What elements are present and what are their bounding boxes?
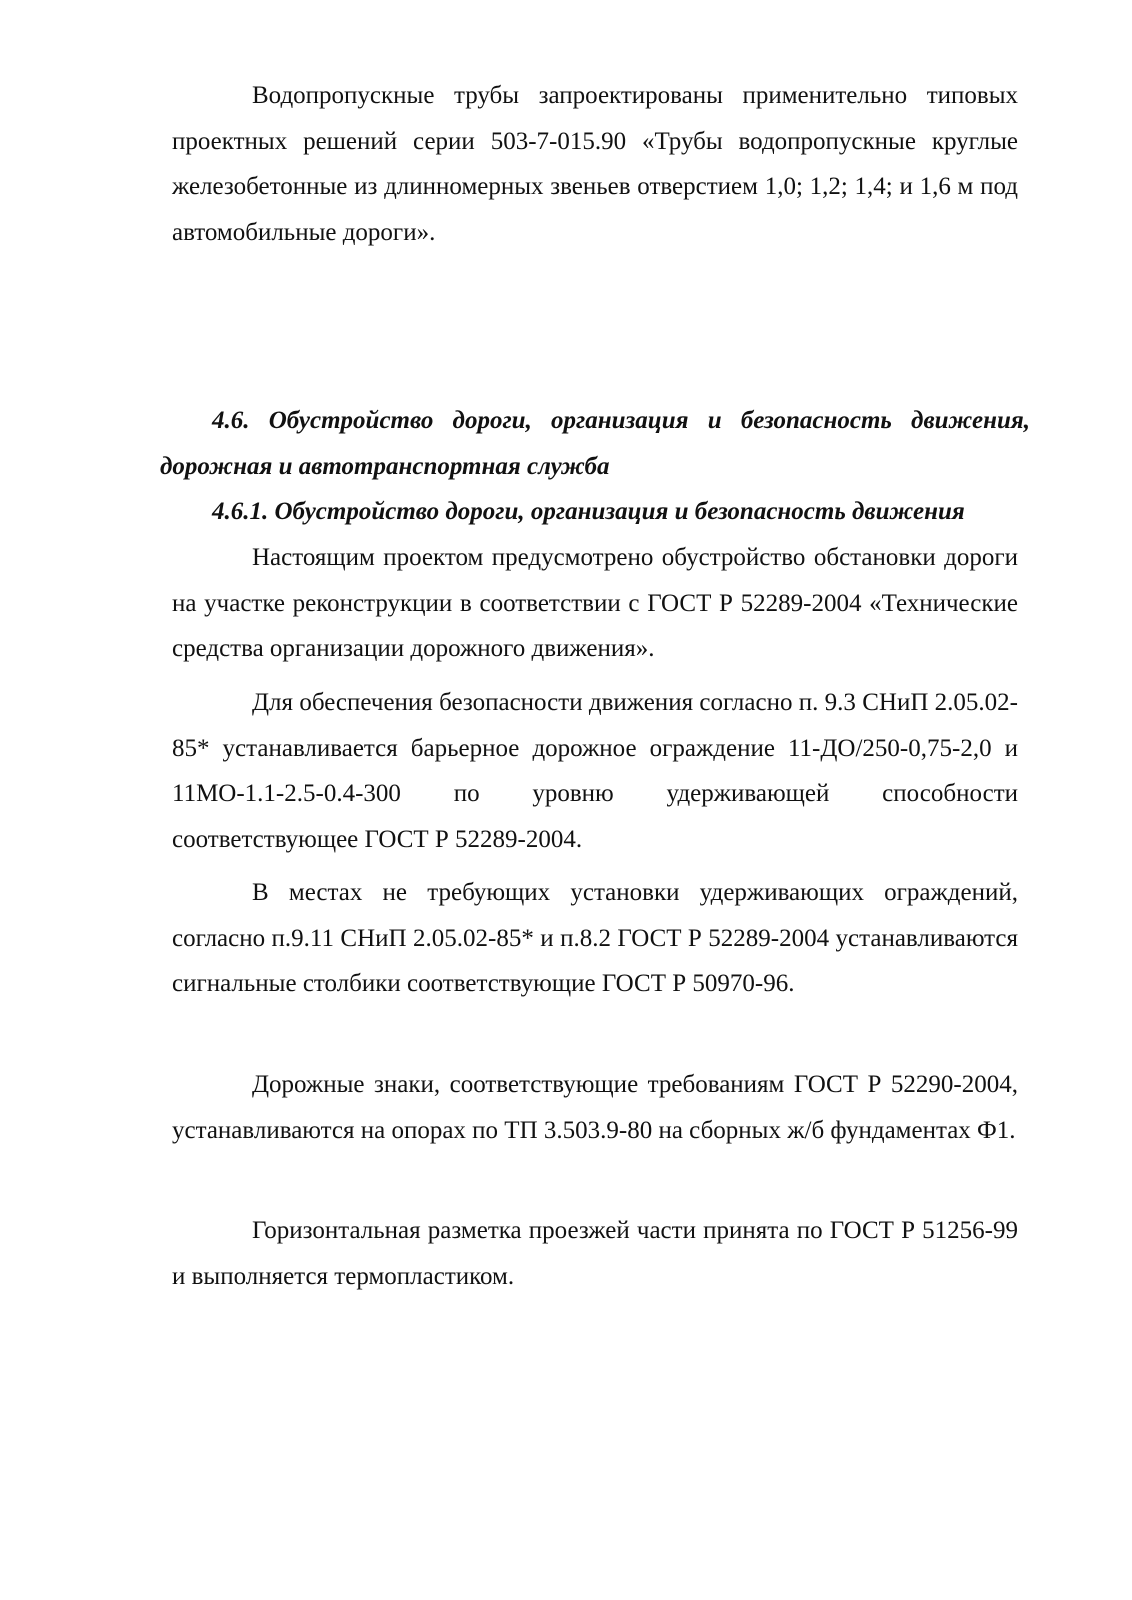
section-heading: 4.6. Обустройство дороги, организация и безопасность движения, дорожная и автотранспортная служба	[160, 407, 1030, 480]
paragraph-signal-posts: В местах не требующих установки удерживающих ограждений, согласно п.9.11 СНиП 2.05.02-85* и п.8.2 ГОСТ Р 52289-2004 устанавливаются сигнальные столбики соответствующие ГОСТ Р 50970-96.	[172, 879, 1018, 997]
paragraph-culvert-pipes: Водопропускные трубы запроектированы применительно типовых проектных решений серии 503-7-015.90 «Трубы водопропускные круглые железобетонные из длинномерных звеньев отверстием 1,0; 1,2; 1,4; и 1,6 м под автомобильные дороги».	[172, 82, 1018, 246]
paragraph-road-marking: Горизонтальная разметка проезжей части принята по ГОСТ Р 51256-99 и выполняется термопластиком.	[172, 1217, 1018, 1290]
subsection-heading: 4.6.1. Обустройство дороги, организация и безопасность движения	[212, 498, 965, 525]
paragraph-barrier-fence: Для обеспечения безопасности движения согласно п. 9.3 СНиП 2.05.02-85* устанавливается барьерное дорожное ограждение 11-ДО/250-0,75-2,0 и 11МО-1.1-2.5-0.4-300 по уровню удерживающей способности соответствующее ГОСТ Р 52289-2004.	[172, 689, 1018, 853]
paragraph-road-signs: Дорожные знаки, соответствующие требованиям ГОСТ Р 52290-2004, устанавливаются на опорах по ТП 3.503.9-80 на сборных ж/б фундаментах Ф1.	[172, 1071, 1018, 1144]
paragraph-road-arrangement: Настоящим проектом предусмотрено обустройство обстановки дороги на участке реконструкции в соответствии с ГОСТ Р 52289-2004 «Технические средства организации дорожного движения».	[172, 544, 1018, 662]
